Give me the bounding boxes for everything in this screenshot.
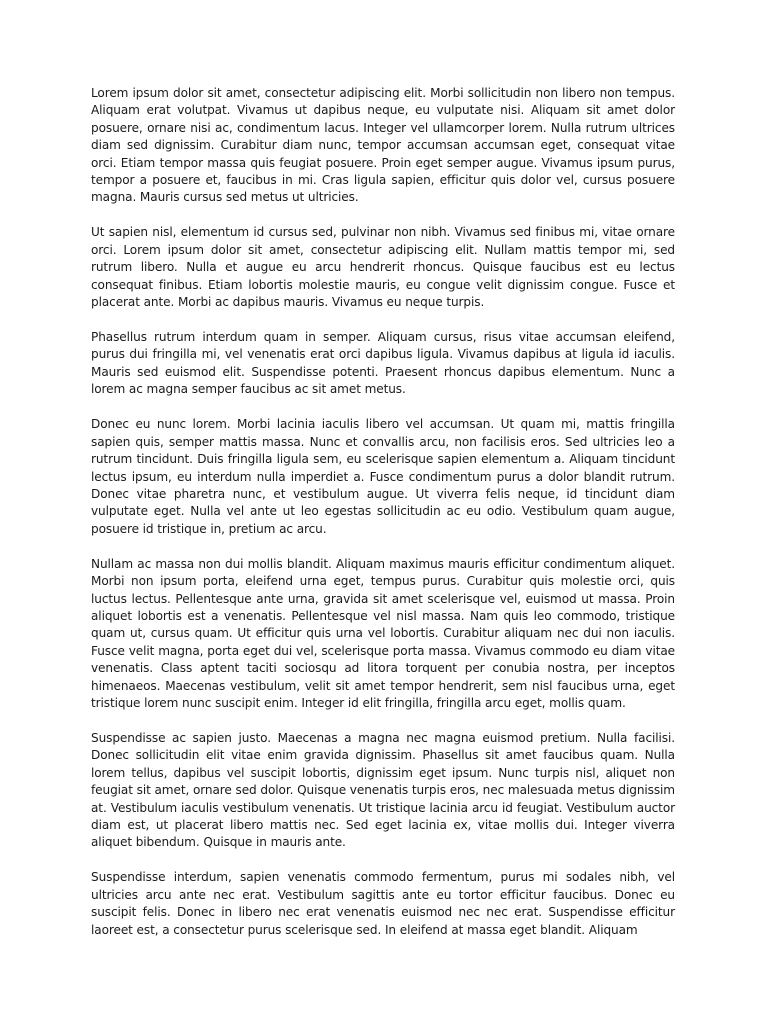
paragraph-5: Nullam ac massa non dui mollis blandit. Aliquam maximus mauris efficitur condimentum aliquet. Morbi non ipsum porta, eleifend urna eget, tempus purus. Curabitur quis molestie orci, quis luctus lectus. Pellentesque ante urna, gravida sit amet scelerisque vel, euismod ut massa. Proin aliquet lobortis est a venenatis. Pellentesque vel nisl massa. Nam quis leo commodo, tristique quam ut, cursus quam. Ut efficitur quis urna vel lobortis. Curabitur aliquam nec dui non iaculis. Fusce velit magna, porta eget dui vel, scelerisque porta massa. Vivamus commodo eu diam vitae venenatis. Class aptent taciti sociosqu ad litora torquent per conubia nostra, per inceptos himenaeos. Maecenas vestibulum, velit sit amet tempor hendrerit, sem nisl faucibus urna, eget tristique lorem nunc suscipit enim. Integer id elit fringilla, fringilla arcu eget, mollis quam. — [91, 556, 675, 710]
paragraph-3: Phasellus rutrum interdum quam in semper. Aliquam cursus, risus vitae accumsan eleifend, purus dui fringilla mi, vel venenatis erat orci dapibus ligula. Vivamus dapibus at ligula id iaculis. Mauris sed euismod elit. Suspendisse potenti. Praesent rhoncus dapibus elementum. Nunc a lorem ac magna semper faucibus ac sit amet metus. — [91, 330, 675, 397]
paragraph-2: Ut sapien nisl, elementum id cursus sed, pulvinar non nibh. Vivamus sed finibus mi, vitae ornare orci. Lorem ipsum dolor sit amet, consectetur adipiscing elit. Nullam mattis tempor mi, sed rutrum libero. Nulla et augue eu arcu hendrerit rhoncus. Quisque faucibus est eu lectus consequat finibus. Etiam lobortis molestie mauris, eu congue velit dignissim congue. Fusce et placerat ante. Morbi ac dapibus mauris. Vivamus eu neque turpis. — [91, 225, 675, 310]
paragraph-4: Donec eu nunc lorem. Morbi lacinia iaculis libero vel accumsan. Ut quam mi, mattis fringilla sapien quis, semper mattis massa. Nunc et convallis arcu, non facilisis eros. Sed ultricies leo a rutrum tincidunt. Duis fringilla ligula sem, eu scelerisque sapien elementum a. Aliquam tincidunt lectus ipsum, eu interdum nulla imperdiet a. Fusce condimentum purus a dolor blandit rutrum. Donec vitae pharetra nunc, et vestibulum augue. Ut viverra felis neque, id tincidunt diam vulputate eget. Nulla vel ante ut leo egestas sollicitudin ac eu odio. Vestibulum quam augue, posuere id tristique in, pretium ac arcu. — [91, 417, 675, 536]
paragraph-7: Suspendisse interdum, sapien venenatis commodo fermentum, purus mi sodales nibh, vel ultricies arcu ante nec erat. Vestibulum sagittis ante eu tortor efficitur faucibus. Donec eu suscipit felis. Donec in libero nec erat venenatis euismod nec nec erat. Suspendisse efficitur laoreet est, a consectetur purus scelerisque sed. In eleifend at massa eget blandit. Aliquam — [91, 870, 675, 937]
document-body — [91, 85, 675, 957]
paragraph-6: Suspendisse ac sapien justo. Maecenas a magna nec magna euismod pretium. Nulla facilisi. Donec sollicitudin elit vitae enim gravida dignissim. Phasellus sit amet faucibus quam. Nulla lorem tellus, dapibus vel suscipit lobortis, dignissim eget ipsum. Nunc turpis nisl, aliquet non feugiat sit amet, ornare sed dolor. Quisque venenatis turpis eros, nec malesuada metus dignissim at. Vestibulum iaculis vestibulum venenatis. Ut tristique lacinia arcu id feugiat. Vestibulum auctor diam est, ut placerat libero mattis nec. Sed eget lacinia ex, vitae mollis dui. Integer viverra aliquet bibendum. Quisque in mauris ante. — [91, 730, 675, 850]
paragraph-1: Lorem ipsum dolor sit amet, consectetur adipiscing elit. Morbi sollicitudin non libero non tempus. Aliquam erat volutpat. Vivamus ut dapibus neque, eu vulputate nisi. Aliquam sit amet dolor posuere, ornare nisi ac, condimentum lacus. Integer vel ullamcorper lorem. Nulla rutrum ultrices diam sed dignissim. Curabitur diam nunc, tempor accumsan accumsan eget, consequat vitae orci. Etiam tempor massa quis feugiat posuere. Proin eget semper augue. Vivamus ipsum purus, tempor a posuere et, faucibus in mi. Cras ligula sapien, efficitur quis dolor vel, cursus posuere magna. Mauris cursus sed metus ut ultricies. — [91, 86, 675, 205]
